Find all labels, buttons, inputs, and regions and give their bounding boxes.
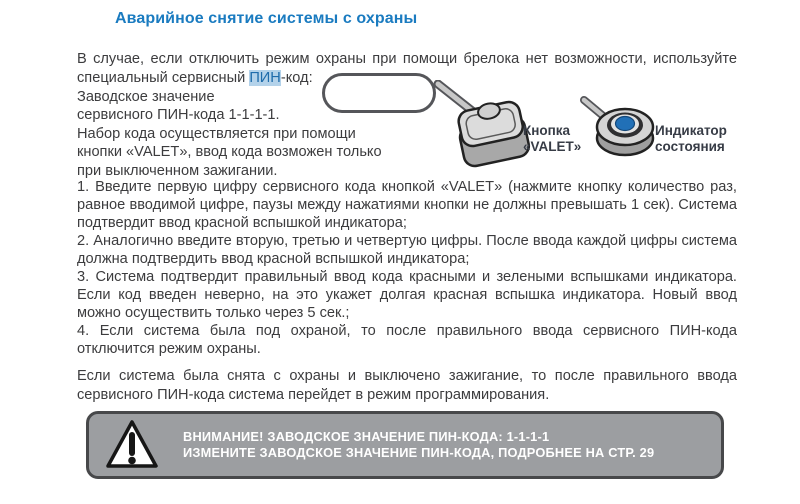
factory-note-line: сервисного ПИН-кода 1-1-1-1. <box>77 107 280 124</box>
step-4: 4. Если система была под охраной, то после правильного ввода сервисного ПИН-кода отключится режим охраны. <box>77 323 737 357</box>
warning-line2: ИЗМЕНИТЕ ЗАВОДСКОЕ ЗНАЧЕНИЕ ПИН-КОДА, ПОДРОБНЕЕ НА СТР. 29 <box>183 445 655 460</box>
factory-note-line: кнопки «VALET», ввод кода возможен только <box>77 144 382 161</box>
warning-box <box>86 411 724 479</box>
pin-highlight: ПИН <box>249 69 281 86</box>
exclamation-triangle-icon <box>105 419 159 471</box>
valet-label-line2: «VALET» <box>523 138 582 154</box>
valet-button-label <box>523 123 581 154</box>
empty-pin-code-box <box>322 73 436 113</box>
steps-list <box>77 178 737 358</box>
intro-text-part2: -код: <box>280 69 313 86</box>
warning-line1: ВНИМАНИЕ! ЗАВОДСКОЕ ЗНАЧЕНИЕ ПИН-КОДА: 1-1-1-1 <box>183 428 550 444</box>
status-indicator-label <box>655 123 727 154</box>
closing-paragraph: Если система была снята с охраны и выключено зажигание, то после правильного ввода сервисного ПИН-кода система перейдет в режим программирования. <box>77 368 737 403</box>
step-3: 3. Система подтвердит правильный ввод кода красными и зелеными вспышками индикатора. Если код введен неверно, на это укажет долгая красная вспышка индикатора. Новый ввод можно осуществить только через 5 сек.; <box>77 269 737 321</box>
page-title: Аварийное снятие системы с охраны <box>115 10 418 27</box>
step-1: 1. Введите первую цифру сервисного кода кнопкой «VALET» (нажмите кнопку количество раз, равное вводимой цифре, паузы между нажатиями кнопки не должны превышать 1 сек). Система подтвердит ввод красной вспышкой индикатора; <box>77 179 737 231</box>
valet-label-line1: Кнопка <box>523 123 571 138</box>
indicator-label-line1: Индикатор <box>655 123 727 138</box>
warning-text <box>183 429 654 462</box>
step-2: 2. Аналогично введите вторую, третью и четвертую цифры. После ввода каждой цифры система должна подтвердить ввод красной вспышкой индикатора; <box>77 233 737 267</box>
factory-note-line: Набор кода осуществляется при помощи <box>77 125 356 142</box>
factory-note-line: Заводское значение <box>77 89 215 105</box>
intro-text-part1: В случае, если отключить режим охраны при помощи брелока нет возможности, используйте специальный сервисный <box>77 51 737 86</box>
indicator-label-line2: состояния <box>655 138 725 154</box>
factory-note-line: при выключенном зажигании. <box>77 162 278 179</box>
